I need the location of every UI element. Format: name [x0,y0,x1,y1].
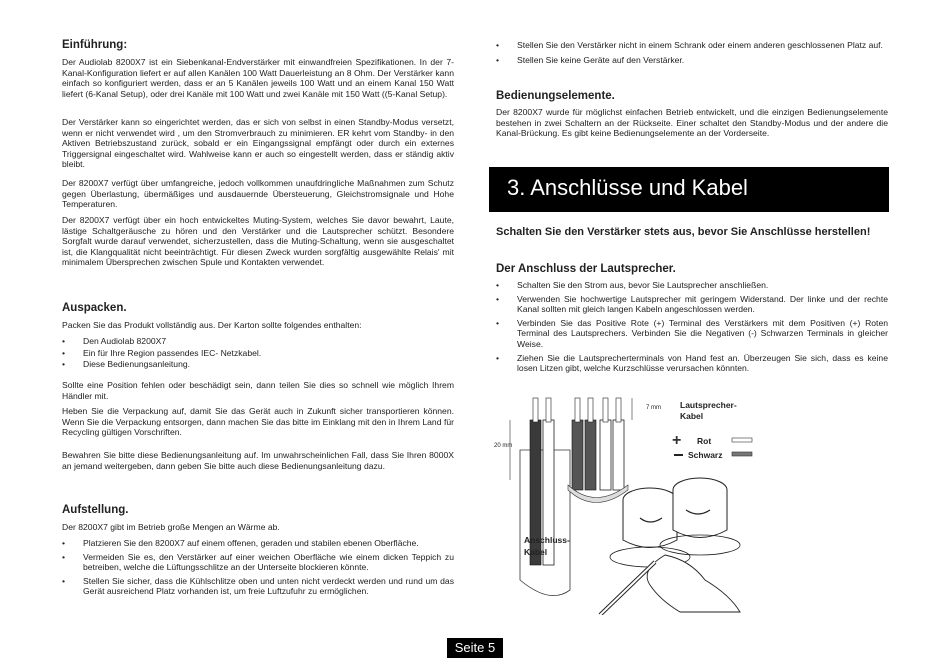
label-anschluss: Anschluss- [524,535,570,545]
list-item: • Stellen Sie keine Geräte auf den Verstärker. [496,55,888,66]
connector-cable-inner [600,562,655,615]
list-item: • Ziehen Sie die Lautsprecherterminals von Hand fest an. Überzeugen Sie sich, dass es keine losen Litzen gibt, welche Kurzschlüsse verursachen könnten. [496,353,888,374]
wire-strand [533,398,538,422]
lautsprecher-list [496,280,888,377]
minus-icon [674,454,683,456]
wire-strand [575,398,580,422]
list-item: • Platzieren Sie den 8200X7 auf einem offenen, geraden und stabilen ebenen Oberfläche. [62,538,454,549]
plus-icon: + [672,432,682,449]
heading-einfuehrung: Einführung: [62,39,128,51]
label-schwarz: Schwarz [688,450,723,460]
list-item: • Verwenden Sie hochwertige Lautsprecher mit geringem Widerstand. Der linke und der rechte Kanal sollten mit gleich langen Kabeln angeschlossen werden. [496,294,888,315]
label-anschluss-kabel: Kabel [524,547,548,557]
heading-bedienungselemente: Bedienungselemente. [496,90,615,102]
heading-lautsprecher-anschluss: Der Anschluss der Lautsprecher. [496,263,676,275]
wire-strand [588,398,593,422]
speaker-cable-illustration [490,390,890,615]
aufstellung-paragraph-1: Der 8200X7 gibt im Betrieb große Mengen an Wärme ab. [62,522,280,532]
auspacken-paragraph-3: Heben Sie die Verpackung auf, damit Sie das Gerät auch in Zukunft sicher transportieren können. Wenn Sie die Verpackung entsorgen, dann machen Sie das bitte im Einklang mit den in Ihrem Land für Recycling gültigen Vorschriften. [62,406,454,438]
page-number: Seite 5 [447,638,503,658]
auspacken-list [62,336,454,371]
cable-white-2 [613,420,624,490]
list-item: • Ein für Ihre Region passendes IEC- Netzkabel. [62,348,454,359]
heading-aufstellung: Aufstellung. [62,504,129,516]
dimension-20mm: 20 mm [494,443,513,449]
hand-illustration [647,555,740,612]
heading-auspacken: Auspacken. [62,302,127,314]
wire-strand [546,398,551,422]
aufstellung-list [62,538,454,600]
red-swatch [732,438,752,442]
aufstellung-list-continued [496,40,888,68]
einfuehrung-paragraph-4: Der 8200X7 verfügt über ein hoch entwickeltes Muting-System, welches Sie davor bewahrt, Laute, lästige Schaltgeräusche zu hören und den Verstärker und die Lautsprecher schützt. Besondere Sorgfalt wurde darauf verwendet, sicherzustellen, dass die Muting-Schaltung, wenn sie ausgeschaltet ist, die Klangqualität nicht beeinträchtigt. Für diesen Zweck wurden sorgfältig ausgewählte Relais' mit minimalem Übersprechen zwischen Spule und Kontakten verwendet. [62,215,454,268]
section-title: 3. Anschlüsse und Kabel [507,175,748,200]
cable-white-1 [600,420,611,490]
list-item: • Den Audiolab 8200X7 [62,336,454,347]
bedienungselemente-paragraph: Der 8200X7 wurde für möglichst einfachen Betrieb entwickelt, und die einzigen Bedienungselemente bestehen in zwei Schaltern an der Rückseite. Einer schaltet den Standby-Modus und der andere die Kanal-Brückung. Es gibt keine Bedienungselemente an der Vorderseite. [496,107,888,139]
label-rot: Rot [697,436,712,446]
black-swatch [732,452,752,456]
dimension-7mm: 7 mm [646,405,661,411]
cable-dark-2 [585,420,596,490]
wire-strand [603,398,608,422]
list-item: • Stellen Sie sicher, dass die Kühlschlitze oben und unten nicht verdeckt werden und rund um das Gerät ausreichend Platz vorhanden ist, um freie Luftzufuhr zu ermöglichen. [62,576,454,597]
auspacken-paragraph-1: Packen Sie das Produkt vollständig aus. Der Karton sollte folgendes enthalten: [62,320,362,330]
safety-warning: Schalten Sie den Verstärker stets aus, bevor Sie Anschlüsse herstellen! [496,226,871,238]
section-banner [489,167,889,212]
einfuehrung-paragraph-2: Der Verstärker kann so eingerichtet werden, das er sich von selbst in einen Standby-Modus versetzt, wenn er nicht verwendet wird , um den Stromverbrauch zu minimieren. ER kehrt vom Standby- in den Aktiven Betriebszustand zurück, sobald er ein Eingangssignal empfängt oder durch ein externes Triggersignal eingeschaltet wird. Wahlweise kann er auch so eingestellt werden, dass er ständig aktiv bleibt. [62,117,454,170]
auspacken-paragraph-2: Sollte eine Position fehlen oder beschädigt sein, dann teilen Sie dies so schnell wie möglich Ihrem Händler mit. [62,380,454,401]
wire-strand [616,398,621,422]
list-item: • Diese Bedienungsanleitung. [62,359,454,370]
einfuehrung-paragraph-3: Der 8200X7 verfügt über umfangreiche, jedoch vollkommen unaufdringliche Maßnahmen zum Schutz gegen Überlastung, übermäßiges und ausdauernde Übersteuerung, Gleichstromsignale und Hohe Temperaturen. [62,178,454,210]
list-item: • Schalten Sie den Strom aus, bevor Sie Lautsprecher anschließen. [496,280,888,291]
label-kabel: Kabel [680,411,704,421]
list-item: • Verbinden Sie das Positive Rote (+) Terminal des Verstärkers mit dem Positiven (+) Roten Terminal des Lautsprechers. Verbinden Sie die Negativen (-) Schwarzen Terminals in gleicher Weise. [496,318,888,350]
list-item: • Vermeiden Sie es, den Verstärker auf einer weichen Oberfläche wie einem dicken Teppich zu betreiben, welche die Lüftungsschlitze an der Unterseite blockieren könnte. [62,552,454,573]
label-lautsprecher: Lautsprecher- [680,400,737,410]
cable-dark-1 [572,420,583,490]
einfuehrung-paragraph-1: Der Audiolab 8200X7 ist ein Siebenkanal-Endverstärker mit einwandfreien Spezifikationen. In der 7-Kanal-Konfiguration liefert er auf allen Kanälen 100 Watt Dauerleistung an 8 Ohm. Der Verstärker kann einfach so konfiguriert werden, dass er an 5 Kanälen jeweils 100 Watt und an einem Kanal 150 Watt liefert (6-Kanal Setup), oder drei Kanäle mit 100 Watt und zwei Kanäle mit 150 Watt ((5-Kanal Setup). [62,57,454,99]
auspacken-paragraph-4: Bewahren Sie bitte diese Bedienungsanleitung auf. Im unwahrscheinlichen Fall, dass Sie Ihren 8000X an jemand weitergeben, dann geben Sie bitte auch diese Bedienungsanleitung dazu. [62,450,454,471]
list-item: • Stellen Sie den Verstärker nicht in einem Schrank oder einem anderen geschlossenen Platz auf. [496,40,888,51]
